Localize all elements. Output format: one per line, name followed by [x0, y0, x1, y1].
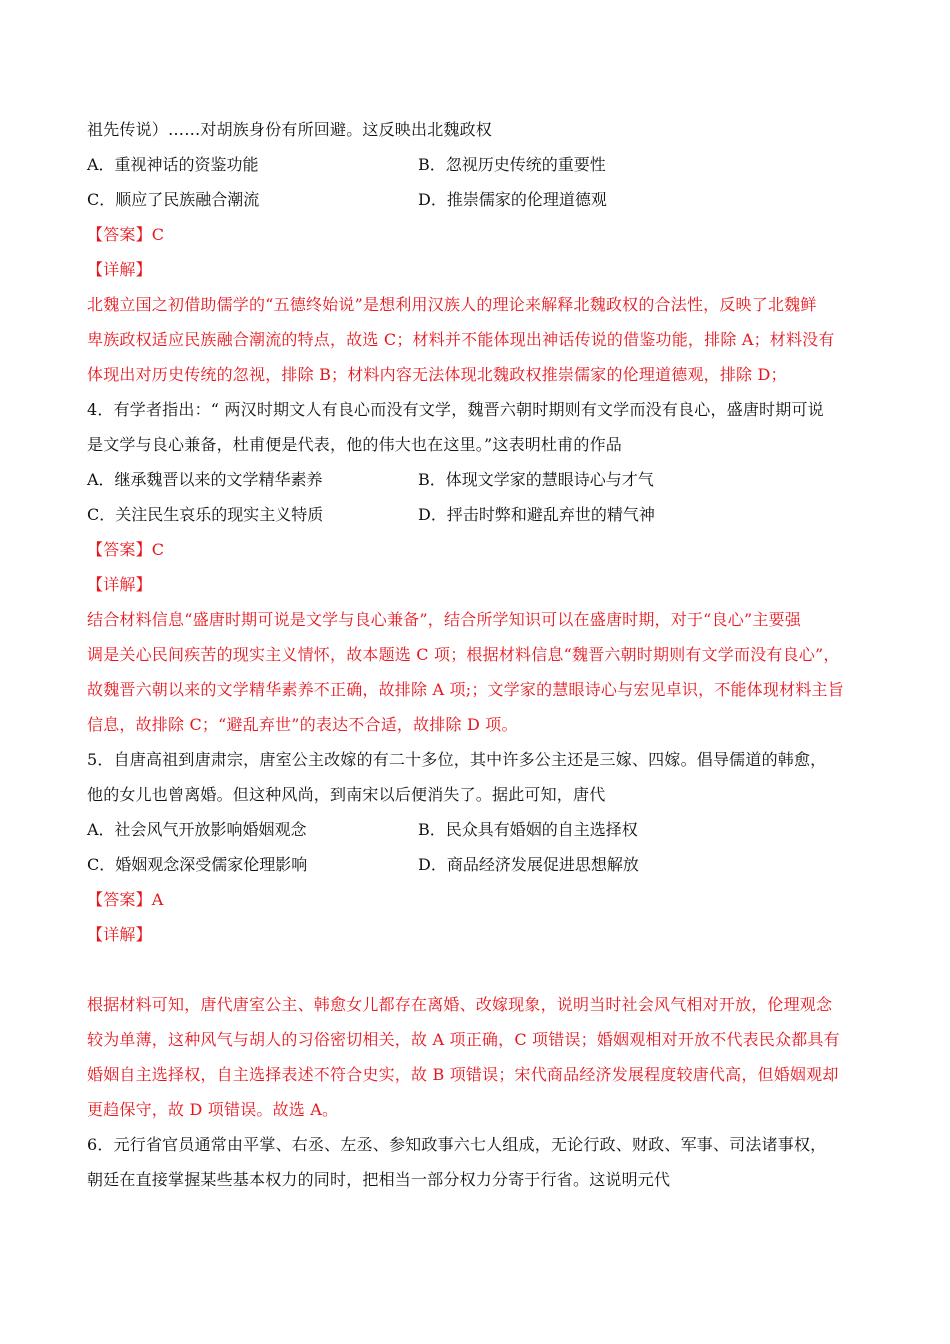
q3-stem-tail: 祖先传说）……对胡族身份有所回避。这反映出北魏政权	[87, 120, 493, 139]
blank-line	[87, 952, 867, 987]
q4-options-row-2	[87, 497, 867, 532]
q5-option-b: B．民众具有婚姻的自主选择权	[418, 820, 638, 839]
q3-option-d: D．推崇儒家的伦理道德观	[418, 190, 607, 209]
q5-answer: 【答案】A	[87, 890, 164, 909]
q4-stem-line: 是文学与良心兼备，杜甫便是代表，他的伟大也在这里。”这表明杜甫的作品	[87, 435, 622, 454]
q5-explanation-line: 根据材料可知，唐代唐室公主、韩愈女儿都存在离婚、改嫁现象，说明当时社会风气相对开放，伦理观念	[87, 995, 833, 1014]
q5-stem-line: 5．自唐高祖到唐肃宗，唐室公主改嫁的有二十多位，其中许多公主还是三嫁、四嫁。倡导儒道的韩愈，	[87, 750, 827, 769]
q5-option-d: D．商品经济发展促进思想解放	[418, 855, 639, 874]
q4-explanation-line: 调是关心民间疾苦的现实主义情怀，故本题选 C 项；根据材料信息“魏晋六朝时期则有文学而没有良心”，	[87, 645, 840, 664]
q3-answer: 【答案】C	[87, 225, 165, 244]
q5-options-row-1	[87, 812, 867, 847]
q4-explanation-line: 结合材料信息“盛唐时期可说是文学与良心兼备”，结合所学知识可以在盛唐时期，对于“良心”主要强	[87, 610, 801, 629]
q3-options-row-1	[87, 147, 867, 182]
q5-detail-label: 【详解】	[87, 925, 152, 944]
q4-detail-label: 【详解】	[87, 575, 152, 594]
q3-option-b: B．忽视历史传统的重要性	[418, 155, 606, 174]
q3-explanation-line: 北魏立国之初借助儒学的“五德终始说”是想利用汉族人的理论来解释北魏政权的合法性，反映了北魏鲜	[87, 295, 817, 314]
q4-explanation-line: 信息，故排除 C；“避乱弃世”的表达不合适，故排除 D 项。	[87, 715, 518, 734]
q3-option-a: A．重视神话的资鉴功能	[87, 155, 259, 174]
q3-explanation-line: 卑族政权适应民族融合潮流的特点，故选 C；材料并不能体现出神话传说的借鉴功能，排除 A；材料没有	[87, 330, 835, 349]
q4-explanation-line: 故魏晋六朝以来的文学精华素养不正确，故排除 A 项;；文学家的慧眼诗心与宏见卓识，不能体现材料主旨	[87, 680, 844, 699]
document-page	[87, 112, 867, 1197]
q6-stem-line: 6．元行省官员通常由平掌、右丞、左丞、参知政事六七人组成，无论行政、财政、军事、司法诸事权，	[87, 1135, 827, 1154]
q4-options-row-1	[87, 462, 867, 497]
q5-option-c: C．婚姻观念深受儒家伦理影响	[87, 855, 308, 874]
q4-option-b: B．体现文学家的慧眼诗心与才气	[418, 470, 654, 489]
q3-explanation-line: 体现出对历史传统的忽视，排除 B；材料内容无法体现北魏政权推崇儒家的伦理道德观，排除 D；	[87, 365, 787, 384]
q5-explanation-line: 婚姻自主选择权，自主选择表述不符合史实，故 B 项错误；宋代商品经济发展程度较唐代高，但婚姻观却	[87, 1065, 839, 1084]
q5-stem-line: 他的女儿也曾离婚。但这种风尚，到南宋以后便消失了。据此可知，唐代	[87, 785, 606, 804]
q4-answer: 【答案】C	[87, 540, 165, 559]
q5-option-a: A．社会风气开放影响婚姻观念	[87, 820, 307, 839]
q3-option-c: C．顺应了民族融合潮流	[87, 190, 260, 209]
q4-option-d: D．抨击时弊和避乱弃世的精气神	[418, 505, 655, 524]
q4-option-c: C．关注民生哀乐的现实主义特质	[87, 505, 324, 524]
q5-options-row-2	[87, 847, 867, 882]
q6-stem-line: 朝廷在直接掌握某些基本权力的同时，把相当一部分权力分寄于行省。这说明元代	[87, 1170, 671, 1189]
q4-stem-line: 4．有学者指出：“ 两汉时期文人有良心而没有文学，魏晋六朝时期则有文学而没有良心，盛唐时期可说	[87, 400, 824, 419]
q5-explanation-line: 更趋保守，故 D 项错误。故选 A。	[87, 1100, 339, 1119]
q3-detail-label: 【详解】	[87, 260, 152, 279]
q4-option-a: A．继承魏晋以来的文学精华素养	[87, 470, 323, 489]
q3-options-row-2	[87, 182, 867, 217]
q5-explanation-line: 较为单薄，这种风气与胡人的习俗密切相关，故 A 项正确，C 项错误；婚姻观相对开放不代表民众都具有	[87, 1030, 840, 1049]
